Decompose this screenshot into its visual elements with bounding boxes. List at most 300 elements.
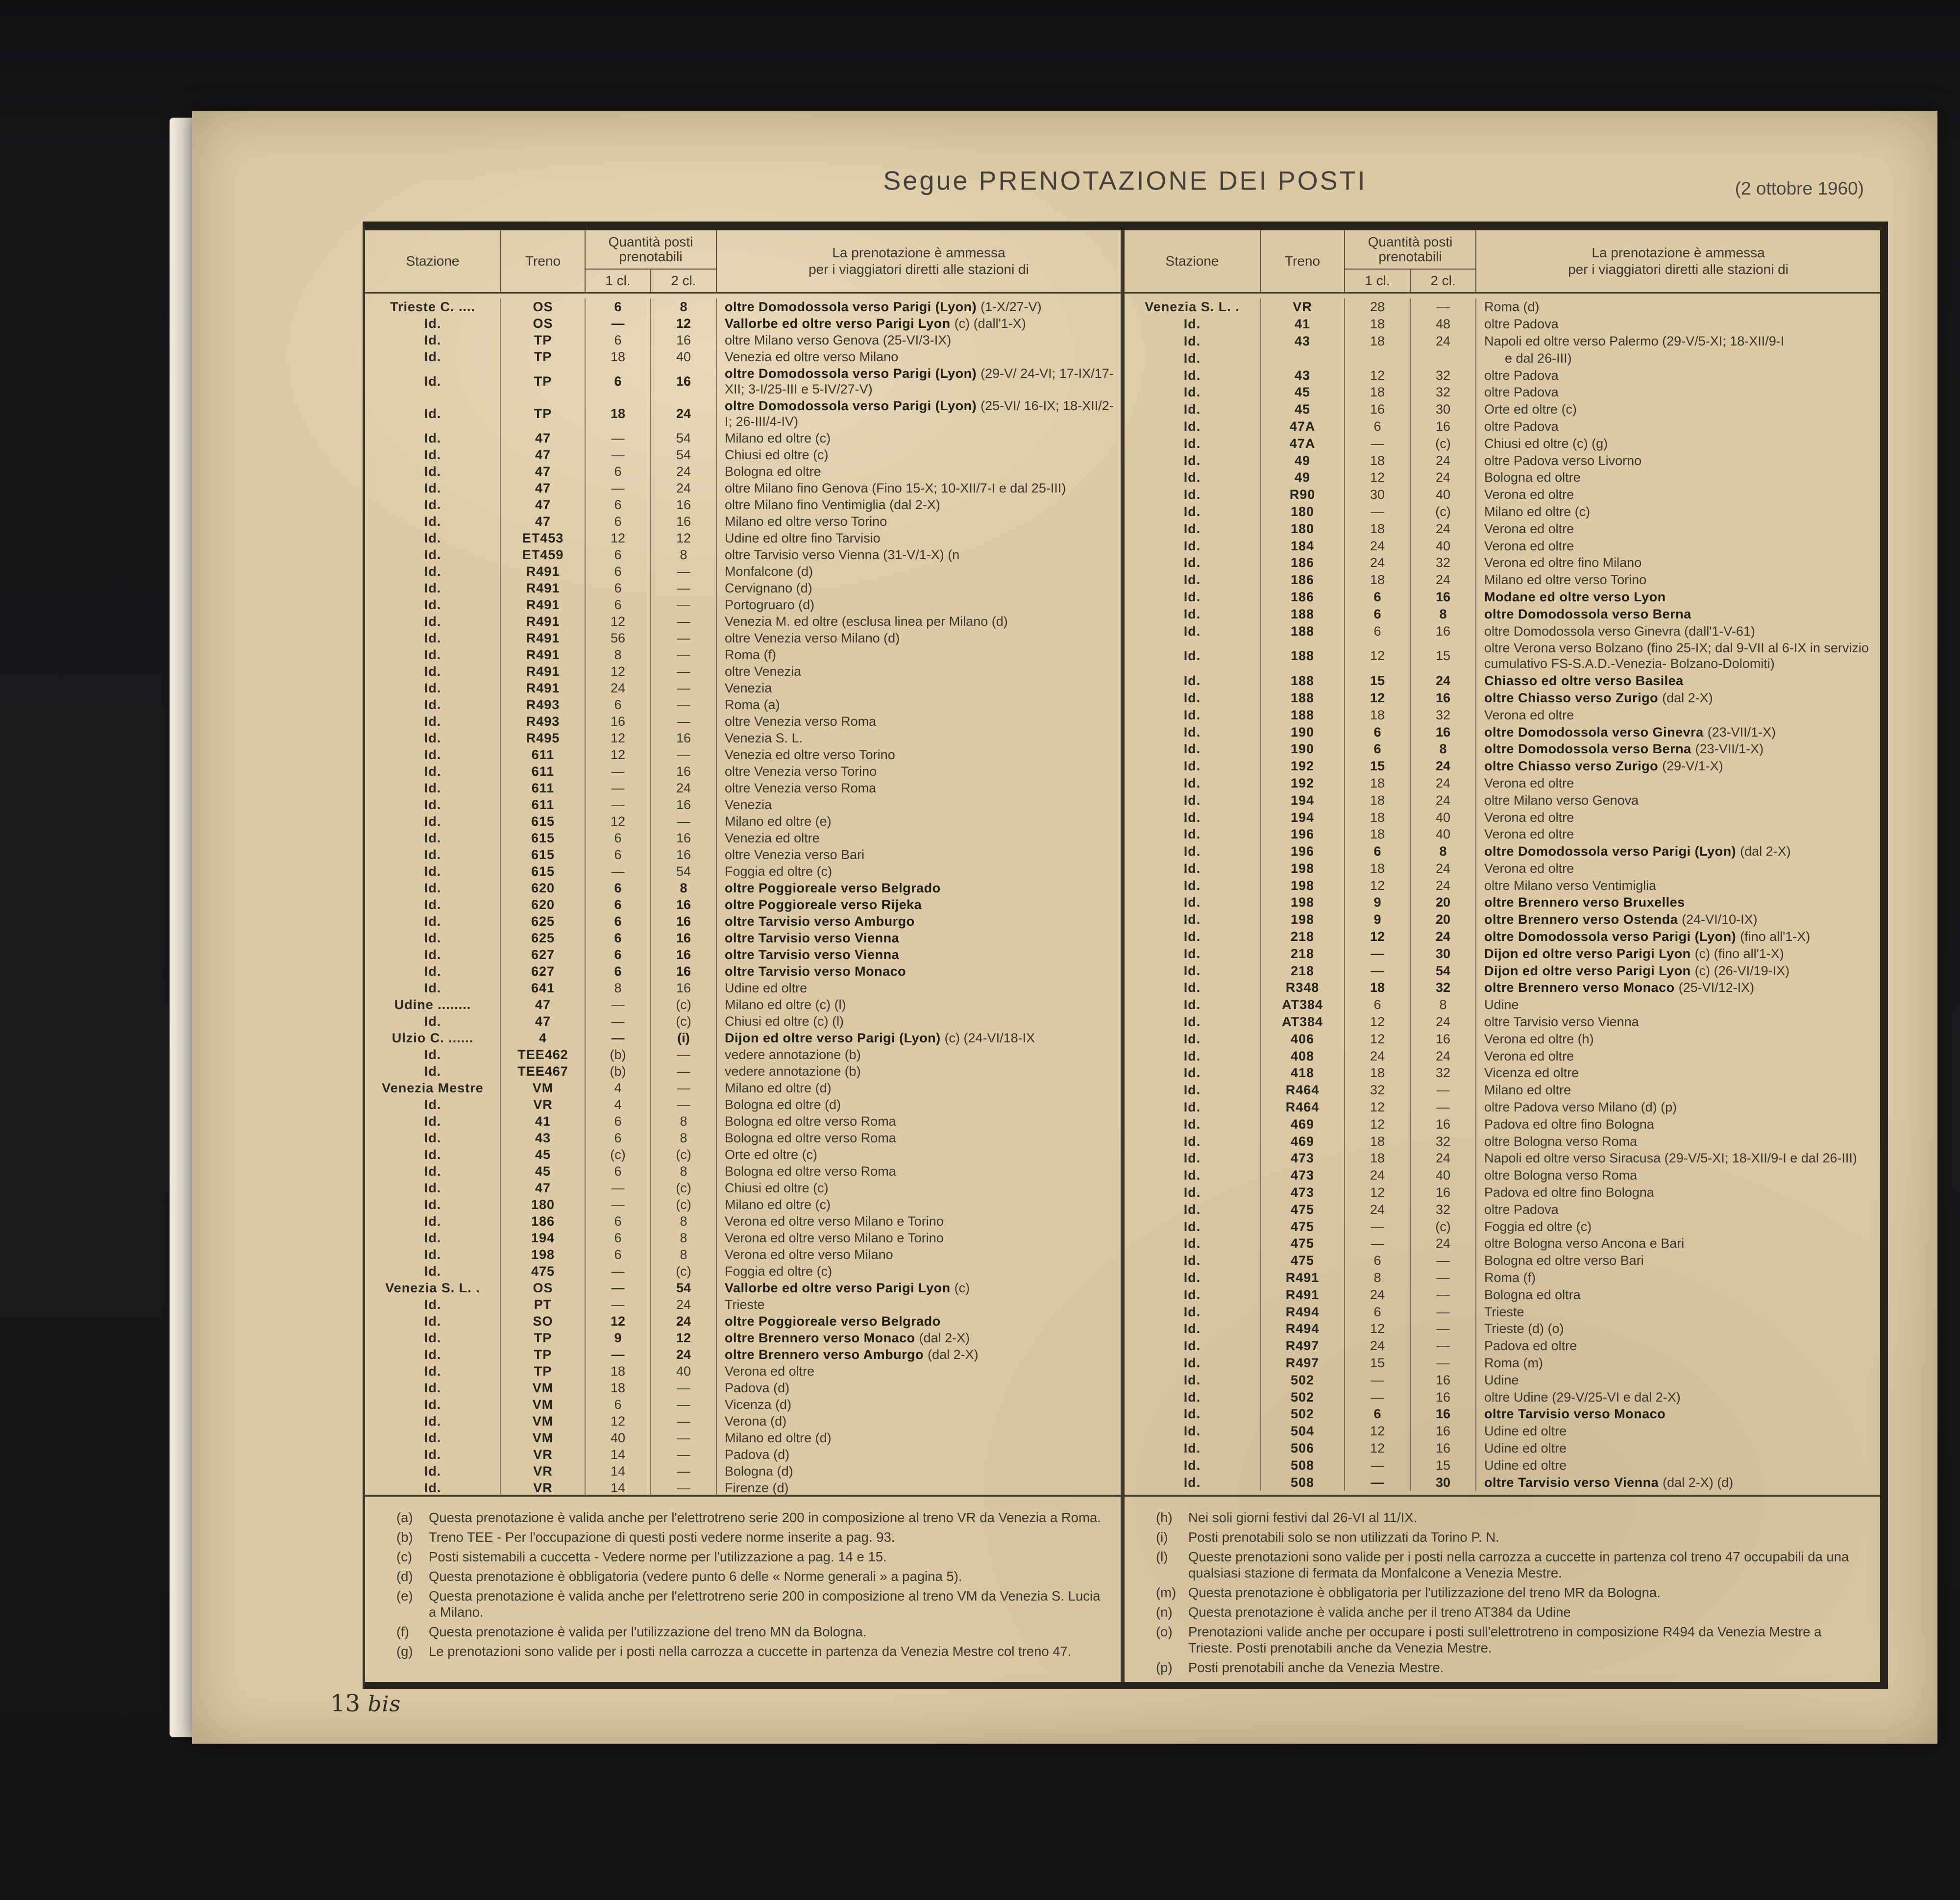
quantity-cell: — [1344,1456,1410,1474]
destination-cell: Udine ed oltre [1475,1440,1880,1457]
quantity-cell: 18 [1344,1150,1410,1167]
quantity-cell: 16 [1410,723,1475,740]
quantity-cell: 8 [650,1230,716,1246]
destination-cell: Venezia ed oltre [716,830,1121,846]
table-row [365,1013,1121,1030]
table-row [365,1380,1121,1396]
quantity-cell: 6 [585,896,650,913]
column-header-station: Stazione [406,253,460,269]
quantity-cell: 18 [1344,706,1410,723]
destination-cell: Verona ed oltre verso Milano [716,1246,1121,1263]
quantity-cell: 16 [650,365,716,397]
quantity-cell: 24 [1344,1337,1410,1355]
station-cell: Id. [424,914,441,929]
quantity-cell: 6 [1344,996,1410,1013]
table-row [1125,520,1880,537]
destination-cell: oltre Padova verso Milano (d) (p) [1475,1099,1880,1116]
quantity-cell: 24 [1410,452,1475,469]
station-cell: Id. [1183,648,1201,664]
table-row [1125,1406,1880,1423]
train-cell: R493 [500,713,585,730]
quantity-cell: 16 [650,896,716,913]
footnote [1156,1529,1867,1545]
table-row [365,1263,1121,1280]
destination-cell: oltre Tarvisio verso Vienna [1475,1013,1880,1031]
station-cell: Id. [1183,1406,1201,1422]
train-cell: PT [500,1296,585,1313]
train-cell: VM [500,1380,585,1396]
station-cell: Id. [1183,1134,1201,1149]
station-cell: Id. [424,1047,441,1062]
table-row [1125,1440,1880,1457]
quantity-cell: — [585,480,650,496]
destination-cell: Udine [1475,996,1880,1013]
table-row [365,1130,1121,1146]
quantity-cell: 32 [1410,1133,1475,1150]
quantity-cell: — [650,1413,716,1430]
station-cell: Id. [1183,606,1201,621]
quantity-cell: 12 [650,315,716,332]
train-cell: 45 [500,1163,585,1180]
destination-cell: oltre Domodossola verso Parigi (Lyon) (25-VI/ 16-IX; 18-XII/2-I; 26-III/4-IV) [716,397,1121,430]
quantity-cell: 12 [1344,877,1410,894]
station-cell: Id. [1183,1440,1201,1456]
destination-cell: Bologna ed oltre (d) [716,1096,1121,1113]
quantity-cell: — [1344,1388,1410,1406]
station-cell: Id. [1183,470,1201,485]
destination-cell: Venezia [716,796,1121,813]
quantity-cell: — [1344,1235,1410,1252]
train-cell: ET453 [500,530,585,546]
train-cell: 188 [1260,605,1344,622]
destination-cell: Milano ed oltre (e) [716,813,1121,830]
reservation-table-frame [363,222,1888,1689]
quantity-cell: 18 [1344,333,1410,350]
station-cell: Id. [1183,1424,1201,1439]
station-cell: Id. [1183,1116,1201,1132]
quantity-cell: (c) [650,1196,716,1213]
train-cell: 475 [1260,1218,1344,1235]
train-cell: 47 [500,513,585,530]
quantity-cell: 12 [1344,1013,1410,1031]
station-cell: Id. [1183,385,1201,400]
quantity-cell: 30 [1344,486,1410,503]
station-cell: Id. [1183,1356,1201,1370]
train-cell: 196 [1260,826,1344,843]
destination-cell: Verona ed oltre [1475,537,1880,554]
station-cell: Id. [1183,861,1201,876]
footnote-label: (m) [1156,1585,1176,1600]
footnote-text: Questa prenotazione è valida anche per l'elettrotreno serie 200 in composizione al treno VM da Venezia S. Lucia a Milano. [429,1588,1101,1620]
table-row [1125,894,1880,911]
quantity-cell: 18 [1344,979,1410,996]
table-row [365,680,1121,696]
table-row [1125,962,1880,979]
table-row [1125,1337,1880,1355]
quantity-cell: 6 [585,596,650,613]
station-cell: Id. [424,1014,441,1029]
table-row [365,1163,1121,1180]
footnote [396,1529,1108,1545]
table-row [1125,605,1880,622]
station-cell: Id. [1183,436,1201,451]
footnote [1156,1624,1867,1656]
station-cell: Id. [1183,810,1201,825]
station-cell: Venezia Mestre [382,1081,484,1095]
destination-cell: oltre Tarvisio verso Vienna (31-V/1-X) (n [716,546,1121,563]
quantity-cell: 6 [1344,418,1410,435]
quantity-cell: 8 [585,980,650,996]
train-cell: 188 [1260,622,1344,640]
destination-cell: Bologna ed oltre verso Bari [1475,1252,1880,1269]
quantity-cell: 14 [585,1446,650,1463]
reservation-table-left [365,230,1125,1682]
table-row [365,780,1121,796]
table-header [1125,230,1880,294]
train-cell: 198 [1260,911,1344,928]
train-cell: R494 [1260,1303,1344,1320]
quantity-cell: 32 [1410,554,1475,571]
quantity-cell: 6 [1344,1303,1410,1320]
quantity-cell: 6 [1344,1252,1410,1269]
station-cell: Id. [424,981,441,995]
station-cell: Id. [1183,759,1201,774]
station-cell: Id. [1183,844,1201,859]
quantity-cell: 15 [1344,672,1410,690]
quantity-cell: 18 [585,348,650,365]
train-cell: 218 [1260,945,1344,962]
destination-cell: Vicenza (d) [716,1396,1121,1413]
station-cell: Id. [424,864,441,879]
column-header-destinations: La prenotazione è ammessa per i viaggiatori diretti alle stazioni di [1475,230,1880,292]
footnote-text: Posti prenotabili solo se non utilizzati da Torino P. N. [1188,1530,1499,1545]
station-cell: Id. [424,1397,441,1412]
quantity-cell: 12 [585,813,650,830]
destination-cell: oltre Tarvisio verso Vienna [716,930,1121,946]
destination-cell: oltre Tarvisio verso Vienna (dal 2-X) (d) [1475,1474,1880,1491]
quantity-cell: 15 [1344,758,1410,775]
train-cell: OS [500,298,585,315]
quantity-cell: 6 [1344,1406,1410,1423]
table-row [365,1430,1121,1446]
quantity-cell: 16 [1410,1423,1475,1440]
quantity-cell: 16 [1410,1371,1475,1388]
train-cell: 194 [1260,791,1344,809]
footnote-text: Questa prenotazione è valida anche per l'elettrotreno serie 200 in composizione al treno VR da Venezia a Roma. [429,1510,1101,1525]
destination-cell: oltre Venezia [716,663,1121,680]
quantity-cell: 12 [1344,469,1410,486]
destination-cell: oltre Brennero verso Bruxelles [1475,894,1880,911]
table-row [1125,1167,1880,1184]
quantity-cell: 12 [1344,1440,1410,1457]
train-cell: 615 [500,863,585,880]
destination-cell: Verona ed oltre [1475,486,1880,503]
train-cell: R495 [500,730,585,746]
train-cell: R494 [1260,1320,1344,1337]
table-row [365,863,1121,880]
destination-cell: Verona ed oltre [1475,775,1880,792]
table-row [365,1063,1121,1080]
destination-cell: oltre Poggioreale verso Belgrado [716,880,1121,896]
quantity-cell: — [585,796,650,813]
quantity-cell: 16 [650,913,716,930]
station-cell: Id. [424,814,441,829]
quantity-cell: — [650,1446,716,1463]
quantity-cell: (c) [650,1146,716,1163]
quantity-cell: — [1410,1286,1475,1303]
destination-cell: Padova ed oltre [1475,1337,1880,1355]
station-cell: Id. [1183,775,1201,790]
station-cell: Id. [424,1197,441,1212]
quantity-cell: — [585,863,650,880]
station-cell: Id. [424,1064,441,1079]
quantity-cell: 24 [650,780,716,796]
table-row [365,1446,1121,1463]
quantity-cell: 18 [1344,775,1410,792]
destination-cell: Venezia ed oltre verso Torino [716,746,1121,763]
quantity-cell: 16 [650,513,716,530]
footnote-text: Queste prenotazioni sono valide per i posti nella carrozza a cuccette in partenza col treno 47 occupabili da una qualsiasi stazione di fermata da Monfalcone a Venezia Mestre. [1188,1549,1849,1580]
quantity-cell: — [1344,503,1410,520]
quantity-cell: 8 [650,298,716,315]
station-cell: Id. [424,631,441,645]
table-row [1125,1303,1880,1320]
station-cell: Trieste C. .... [390,299,476,314]
train-cell: VR [500,1096,585,1113]
quantity-cell: 6 [1344,589,1410,606]
destination-cell: Bologna ed oltre [716,463,1121,480]
table-row [1125,1047,1880,1064]
destination-cell: Verona ed oltre [1475,809,1880,826]
train-cell: TP [500,1363,585,1380]
destination-cell: Udine ed oltre [1475,1456,1880,1474]
quantity-cell: (i) [650,1030,716,1046]
train-cell: 47 [500,446,585,463]
station-cell: Id. [1183,878,1201,893]
footnotes-right [1125,1497,1880,1682]
train-cell: 475 [1260,1201,1344,1218]
train-cell: 180 [1260,520,1344,537]
table-row [1125,486,1880,503]
table-row [365,1280,1121,1296]
train-cell: R348 [1260,979,1344,996]
column-header-train: Treno [500,230,585,292]
station-cell: Id. [1183,555,1201,570]
table-row [365,880,1121,896]
quantity-cell: 6 [585,696,650,713]
quantity-cell: 18 [1344,1064,1410,1082]
destination-cell: oltre Domodossola verso Berna [1475,605,1880,622]
footnote-label: (g) [396,1644,413,1659]
train-cell: 475 [1260,1252,1344,1269]
destination-cell: Milano ed oltre verso Torino [716,513,1121,530]
train-cell: TEE467 [500,1063,585,1080]
quantity-cell: 6 [585,930,650,946]
footnote-label: (b) [396,1530,413,1545]
quantity-cell: 6 [1344,605,1410,622]
destination-cell: oltre Bologna verso Roma [1475,1133,1880,1150]
station-cell: Id. [1183,690,1201,705]
quantity-cell: 8 [650,1213,716,1230]
station-cell: Id. [1183,1389,1201,1405]
station-cell: Id. [1183,707,1201,722]
destination-cell: Foggia ed oltre (c) [716,863,1121,880]
train-cell: 194 [1260,809,1344,826]
station-cell: Id. [424,531,441,545]
quantity-cell: 12 [585,530,650,546]
table-row [365,846,1121,863]
quantity-cell: 32 [1344,1082,1410,1099]
train-cell: 469 [1260,1115,1344,1133]
train-cell: 627 [500,946,585,963]
station-cell: Id. [424,481,441,495]
table-row [1125,1320,1880,1337]
quantity-cell: 12 [585,1413,650,1430]
footnote [1156,1584,1867,1601]
station-cell: Ulzio C. ...... [392,1031,474,1045]
quantity-cell: 18 [1344,520,1410,537]
quantity-cell: — [650,696,716,713]
destination-cell: Milano ed oltre (d) [716,1430,1121,1446]
quantity-cell: — [585,1030,650,1046]
quantity-cell: 12 [1344,1320,1410,1337]
quantity-cell: 32 [1410,706,1475,723]
station-cell: Id. [424,881,441,895]
destination-cell: oltre Tarvisio verso Vienna [716,946,1121,963]
table-row [365,896,1121,913]
train-cell: VM [500,1396,585,1413]
quantity-cell: 20 [1410,911,1475,928]
quantity-cell: 32 [1410,384,1475,401]
table-row [365,563,1121,580]
destination-cell: Milano ed oltre verso Torino [1475,571,1880,589]
destination-cell: Bologna ed oltre verso Roma [716,1163,1121,1180]
train-cell: 47 [500,1013,585,1030]
quantity-cell: 12 [585,730,650,746]
destination-cell: Trieste (d) (o) [1475,1320,1880,1337]
quantity-cell: 56 [585,630,650,646]
quantity-cell: — [650,680,716,696]
quantity-cell: — [650,663,716,680]
train-cell: 49 [1260,452,1344,469]
quantity-cell: 40 [1410,486,1475,503]
quantity-cell: 16 [650,730,716,746]
station-cell: Id. [424,931,441,945]
column-header-station: Stazione [1165,253,1219,269]
destination-cell: Firenze (d) [716,1480,1121,1496]
table-row [365,463,1121,480]
train-cell: 620 [500,896,585,913]
station-cell: Id. [1183,1100,1201,1115]
quantity-cell: 6 [1344,723,1410,740]
footnote-text: Posti sistemabili a cuccetta - Vedere norme per l'utilizzazione a pag. 14 e 15. [429,1549,887,1564]
train-cell: 475 [500,1263,585,1280]
station-cell: Id. [1183,453,1201,468]
train-cell: 190 [1260,740,1344,758]
quantity-cell: 18 [585,1363,650,1380]
footnote-text: Prenotazioni valide anche per occupare i posti sull'elettrotreno in composizione R494 da Venezia Mestre a Trieste. Posti prenotabili anche da Venezia Mestre. [1188,1624,1822,1655]
destination-cell: Udine ed oltre [716,980,1121,996]
quantity-cell: — [650,1430,716,1446]
destination-cell: Udine ed oltre fino Tarvisio [716,530,1121,546]
train-cell: 506 [1260,1440,1344,1457]
station-cell: Id. [424,1247,441,1262]
quantity-cell: 4 [585,1096,650,1113]
table-row [365,1080,1121,1096]
table-row [365,980,1121,996]
table-row [365,596,1121,613]
destination-cell: Udine [1475,1371,1880,1388]
quantity-cell: 48 [1410,316,1475,333]
quantity-cell: — [1344,435,1410,452]
table-row [1125,589,1880,606]
quantity-cell: 18 [1344,1133,1410,1150]
train-cell: 49 [1260,469,1344,486]
destination-cell: oltre Bologna verso Roma [1475,1167,1880,1184]
destination-cell: Portogruaro (d) [716,596,1121,613]
table-row [1125,1423,1880,1440]
quantity-cell: 40 [650,1363,716,1380]
station-cell: Id. [1183,1168,1201,1183]
train-cell: 620 [500,880,585,896]
train-cell: 41 [1260,316,1344,333]
train-cell: 43 [1260,333,1344,350]
footnote [396,1509,1108,1526]
destination-cell: oltre Padova [1475,367,1880,384]
train-cell: TP [500,1346,585,1363]
quantity-cell: 24 [1410,928,1475,945]
train-cell: 625 [500,913,585,930]
quantity-cell: (c) [650,1263,716,1280]
footnote-label: (p) [1156,1660,1173,1675]
quantity-cell: — [1410,1337,1475,1355]
table-row [365,298,1121,315]
table-row [1125,928,1880,945]
station-cell: Id. [1183,623,1201,639]
train-cell: 218 [1260,962,1344,979]
table-row [1125,401,1880,418]
destination-cell: Padova (d) [716,1446,1121,1463]
quantity-cell: 6 [585,913,650,930]
quantity-cell: — [650,596,716,613]
quantity-cell: — [1410,1099,1475,1116]
destination-cell: Milano ed oltre (d) [716,1080,1121,1096]
quantity-cell: 6 [585,1113,650,1130]
train-cell: 47 [500,996,585,1013]
quantity-cell: 12 [1344,640,1410,672]
quantity-cell: 16 [1410,622,1475,640]
quantity-cell: — [1410,1355,1475,1372]
quantity-cell: — [650,1380,716,1396]
train-cell: 47 [500,480,585,496]
train-cell: 188 [1260,690,1344,707]
quantity-cell: 6 [585,332,650,348]
quantity-cell: 12 [1344,1423,1410,1440]
quantity-cell: 18 [1344,316,1410,333]
train-cell: 180 [500,1196,585,1213]
footnote [1156,1509,1867,1526]
quantity-cell: 15 [1410,640,1475,672]
destination-cell: oltre Chiasso verso Zurigo (29-V/1-X) [1475,758,1880,775]
train-cell: R491 [500,663,585,680]
footnote-text: Treno TEE - Per l'occupazione di questi posti vedere norme inserite a pag. 93. [429,1530,895,1545]
station-cell: Id. [424,1431,441,1445]
destination-cell: Padova (d) [716,1380,1121,1396]
quantity-cell: 32 [1410,1064,1475,1082]
column-header-1cl: 1 cl. [1365,273,1390,288]
table-row [365,1180,1121,1196]
table-row [365,946,1121,963]
